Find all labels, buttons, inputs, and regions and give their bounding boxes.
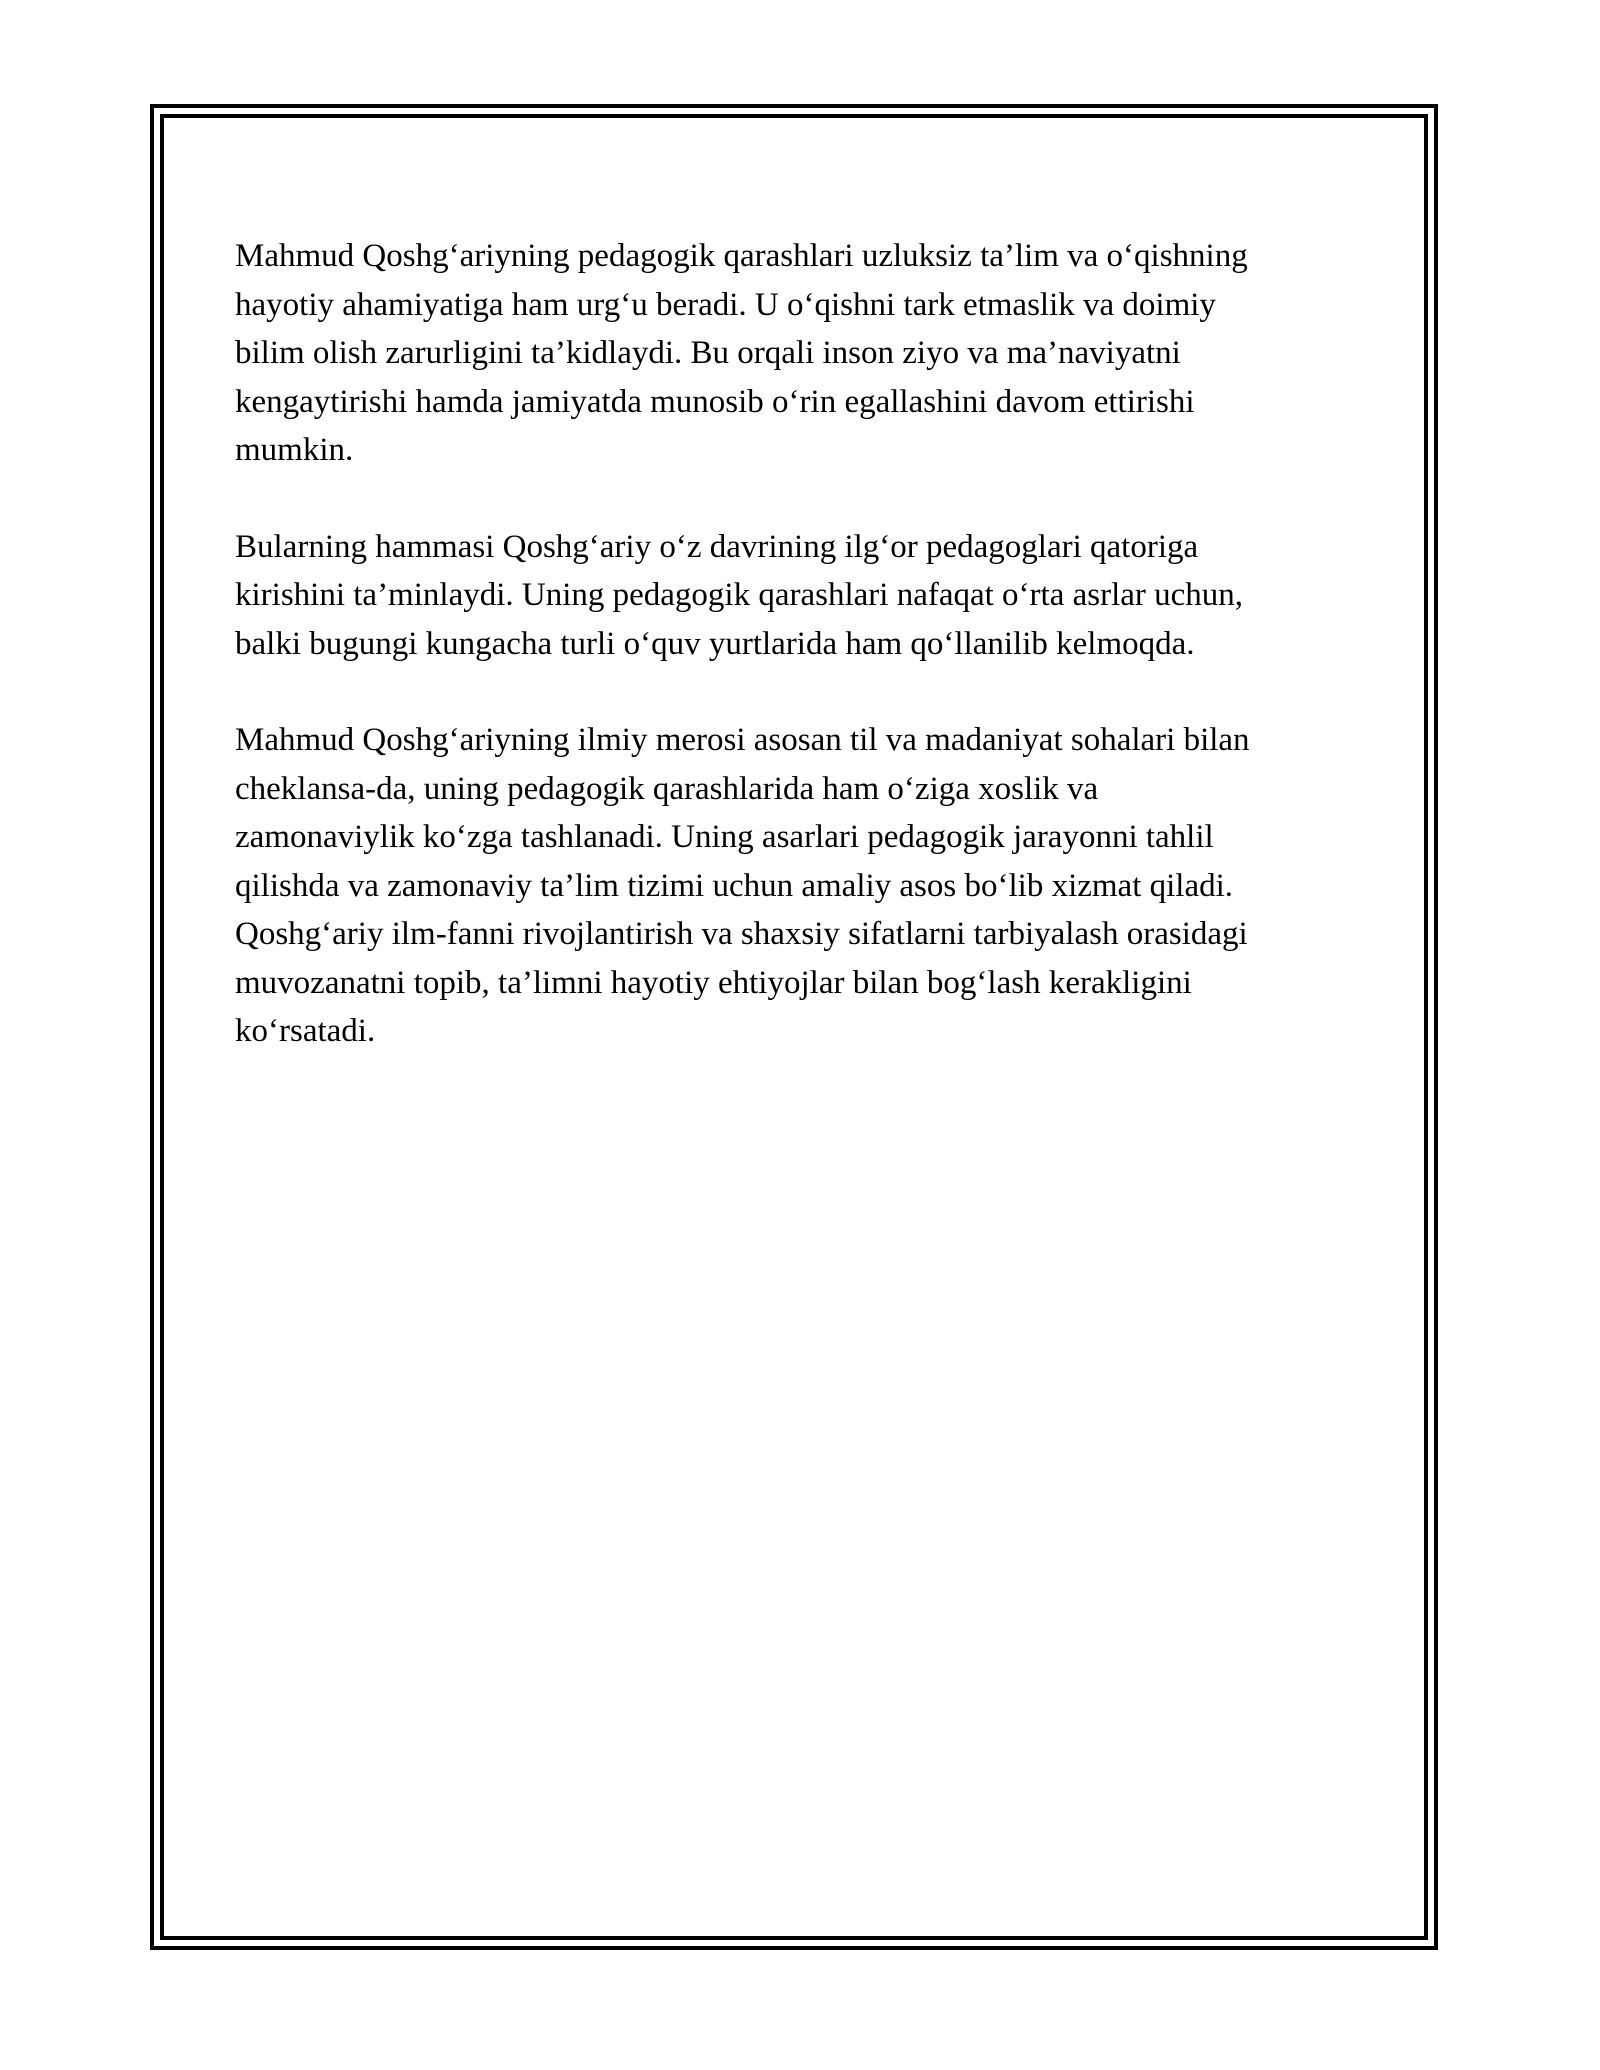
paragraph-1 [235,232,1365,475]
paragraph-line: Qoshg‘ariy ilm-fanni rivojlantirish va shaxsiy sifatlarni tarbiyalash orasidagi [235,916,1248,952]
paragraph-2 [235,523,1365,669]
paragraph-line: mumkin. [235,432,354,468]
paragraph-line: kengaytirishi hamda jamiyatda munosib o‘rin egallashini davom ettirishi [235,383,1195,420]
paragraph-line: bilim olish zarurligini ta’kidlaydi. Bu orqali inson ziyo va ma’naviyatni [235,335,1181,371]
paragraph-line: zamonaviylik ko‘zga tashlanadi. Uning asarlari pedagogik jarayonni tahlil [235,819,1214,855]
paragraph-line: Mahmud Qoshg‘ariyning ilmiy merosi asosan til va madaniyat sohalari bilan [235,722,1250,758]
paragraph-3 [235,716,1365,1056]
paragraph-line: hayotiy ahamiyatiga ham urg‘u beradi. U o‘qishni tark etmaslik va doimiy [235,286,1216,323]
paragraph-line: kirishini ta’minlaydi. Uning pedagogik qarashlari nafaqat o‘rta asrlar uchun, [235,577,1244,613]
paragraph-line: muvozanatni topib, ta’limni hayotiy ehtiyojlar bilan bog‘lash kerakligini [235,964,1192,1001]
paragraph-line: Mahmud Qoshg‘ariyning pedagogik qarashlari uzluksiz ta’lim va o‘qishning [235,238,1248,274]
paragraph-line: cheklansa-da, uning pedagogik qarashlarida ham o‘ziga xoslik va [235,770,1099,807]
paragraph-line: Bularning hammasi Qoshg‘ariy o‘z davrining ilg‘or pedagoglari qatoriga [235,528,1199,565]
paragraph-line: ko‘rsatadi. [235,1013,376,1049]
paragraph-line: balki bugungi kungacha turli o‘quv yurtlarida ham qo‘llanilib kelmoqda. [235,625,1195,662]
document-body [235,232,1365,1104]
paragraph-line: qilishda va zamonaviy ta’lim tizimi uchun amaliy asos bo‘lib xizmat qiladi. [235,867,1234,904]
